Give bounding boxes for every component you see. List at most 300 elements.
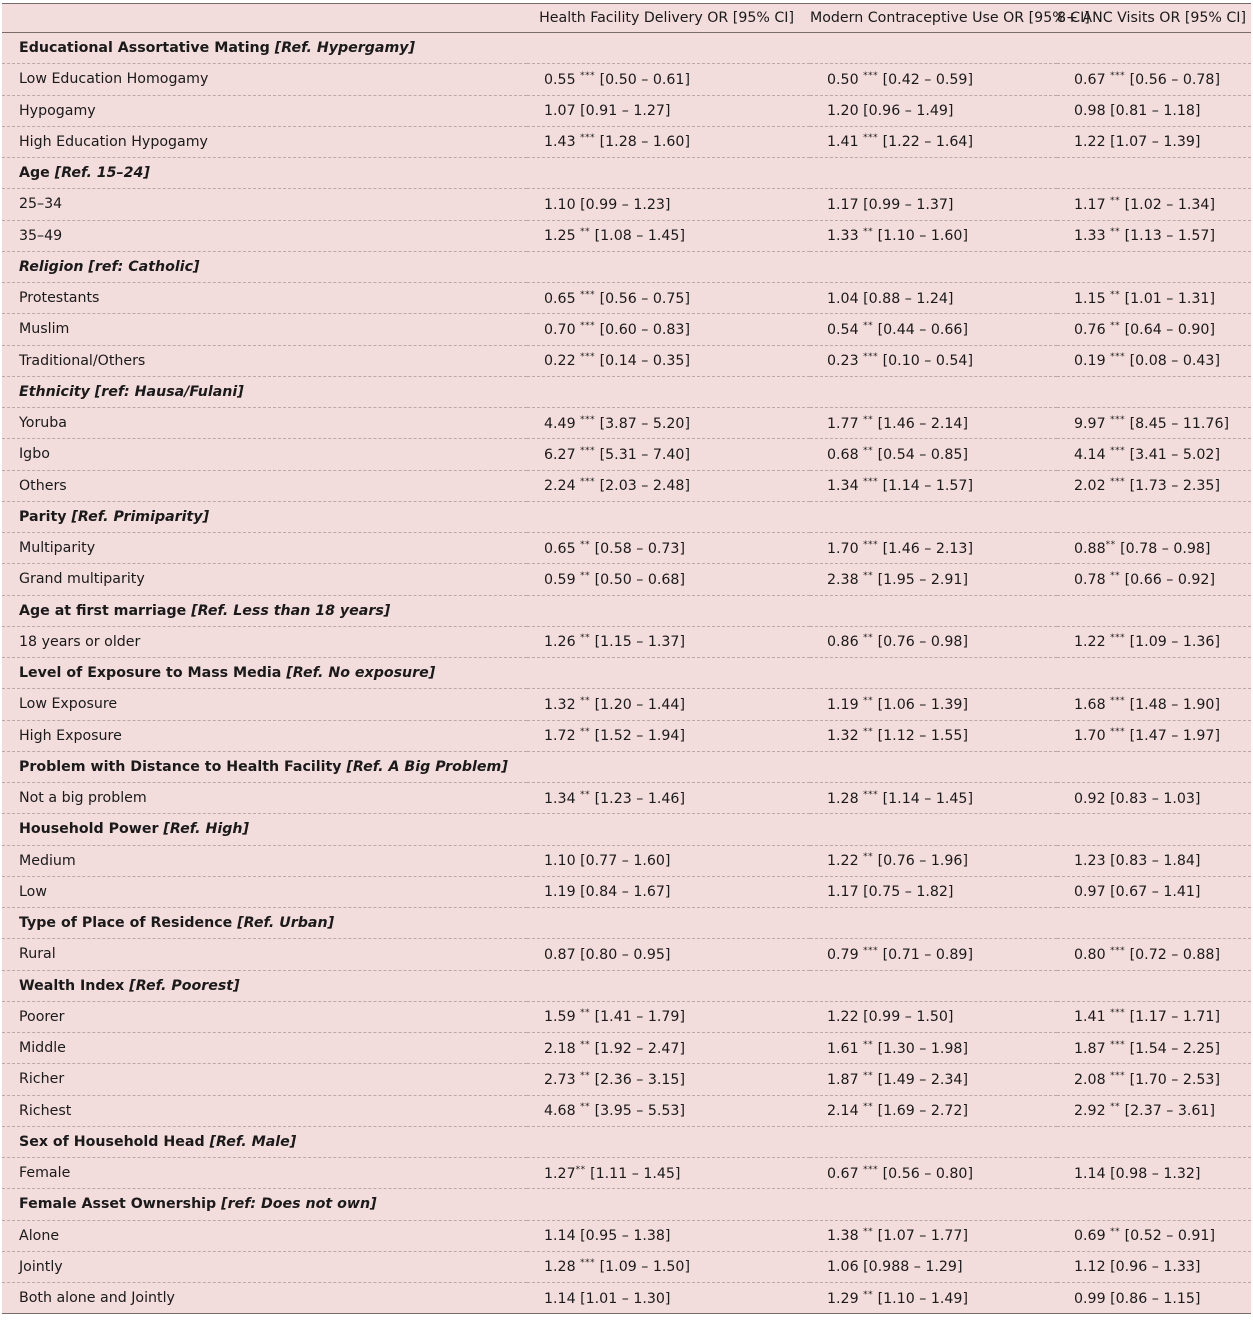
or-ci-cell [1057,439,1251,470]
row-label: Multiparity [2,533,527,564]
or-ci-cell [527,1001,810,1032]
or-ci-cell [1057,1158,1251,1189]
confidence-interval: [0.10 – 0.54] [878,353,973,370]
section-variable-name: Educational Assortative Mating [19,40,270,57]
odds-ratio: 0.65 [544,290,581,307]
odds-ratio: 1.17 [827,196,859,213]
confidence-interval: [1.06 – 1.39] [873,696,968,713]
confidence-interval: [0.56 – 0.80] [878,1165,973,1182]
confidence-interval: [1.11 – 1.45] [585,1165,681,1182]
confidence-interval: [1.30 – 1.98] [873,1040,968,1057]
odds-ratio: 0.70 [544,321,581,338]
or-ci-cell [527,439,810,470]
section-title [2,158,1251,189]
confidence-interval: [0.60 – 0.83] [595,321,690,338]
row-label: Low Education Homogamy [2,64,527,95]
section-header-row [2,33,1251,64]
row-label: 18 years or older [2,626,527,657]
confidence-interval: [3.41 – 5.02] [1125,446,1220,463]
confidence-interval: [8.45 – 11.76] [1125,415,1230,432]
or-ci-cell [810,470,1057,501]
or-ci-cell [810,783,1057,814]
odds-ratio: 1.10 [544,853,576,870]
odds-ratio: 1.22 [1074,634,1111,651]
confidence-interval: [0.77 – 1.60] [580,853,671,870]
significance-stars: *** [863,352,879,363]
odds-ratio: 2.18 [544,1040,581,1057]
section-header-row [2,1189,1251,1220]
or-ci-cell [810,1283,1057,1314]
or-ci-cell [1057,939,1251,970]
row-label: Low [2,876,527,907]
odds-ratio: 0.79 [827,946,864,963]
confidence-interval: [0.56 – 0.78] [1125,71,1220,88]
confidence-interval: [0.58 – 0.73] [590,540,685,557]
confidence-interval: [1.10 – 1.49] [873,1290,968,1307]
confidence-interval: [1.14 – 1.45] [878,790,973,807]
confidence-interval: [0.99 – 1.23] [580,196,671,213]
row-label: Jointly [2,1251,527,1282]
header-anc-visits: 8+ ANC Visits OR [95% CI] [1057,4,1251,33]
confidence-interval: [0.66 – 0.92] [1120,571,1215,588]
significance-stars: *** [1110,477,1126,488]
or-ci-cell [527,1033,810,1064]
section-title [2,595,1251,626]
odds-ratio: 1.22 [1074,134,1106,151]
table-row [2,345,1251,376]
or-ci-cell [527,720,810,751]
table-row [2,533,1251,564]
odds-ratio: 1.33 [1074,228,1111,245]
section-reference-category: [Ref. Urban] [237,915,335,932]
row-label: Poorer [2,1001,527,1032]
odds-ratio: 0.68 [827,446,864,463]
odds-ratio: 0.23 [827,353,864,370]
or-ci-cell [1057,1033,1251,1064]
significance-stars: ** [863,1289,874,1300]
row-label: Female [2,1158,527,1189]
odds-ratio: 1.61 [827,1040,864,1057]
or-ci-cell [527,126,810,157]
section-variable-name: Problem with Distance to Health Facility [19,758,342,775]
significance-stars: ** [863,570,874,581]
section-variable-name: Age [19,165,50,182]
confidence-interval: [0.50 – 0.61] [595,71,690,88]
section-header-row [2,376,1251,407]
section-title [2,1126,1251,1157]
table-row [2,626,1251,657]
or-ci-cell [1057,283,1251,314]
row-label: Both alone and Jointly [2,1283,527,1314]
significance-stars: ** [580,1039,591,1050]
section-header-row [2,814,1251,845]
section-title [2,970,1251,1001]
odds-ratio: 1.17 [827,884,859,901]
confidence-interval: [2.37 – 3.61] [1120,1103,1215,1120]
odds-ratio: 2.24 [544,478,581,495]
or-ci-cell [810,314,1057,345]
confidence-interval: [3.87 – 5.20] [595,415,690,432]
or-ci-cell [810,189,1057,220]
section-variable-name: Sex of Household Head [19,1133,205,1150]
section-title [2,658,1251,689]
or-ci-cell [810,626,1057,657]
odds-ratio: 4.14 [1074,446,1111,463]
confidence-interval: [0.99 – 1.37] [863,196,954,213]
confidence-interval: [1.46 – 2.14] [873,415,968,432]
section-reference-category: [Ref. A Big Problem] [346,758,508,775]
or-ci-cell [527,345,810,376]
significance-stars: *** [863,1164,879,1175]
significance-stars: ** [580,1102,591,1113]
row-label: 35–49 [2,220,527,251]
odds-ratio: 0.67 [827,1165,864,1182]
odds-ratio: 2.92 [1074,1103,1111,1120]
section-variable-name: Type of Place of Residence [19,915,233,932]
table-row [2,720,1251,751]
or-ci-cell [527,626,810,657]
odds-ratio: 1.14 [544,1290,576,1307]
significance-stars: ** [863,1227,874,1238]
odds-ratio: 0.80 [1074,946,1111,963]
odds-ratio: 1.34 [827,478,864,495]
significance-stars: ** [580,1070,591,1081]
odds-ratio: 2.08 [1074,1071,1111,1088]
section-reference-category: [Ref. Poorest] [129,977,240,994]
significance-stars: ** [1110,320,1121,331]
odds-ratio: 0.67 [1074,71,1111,88]
confidence-interval: [0.96 – 1.49] [863,103,954,120]
significance-stars: *** [1110,445,1126,456]
row-label: Not a big problem [2,783,527,814]
significance-stars: *** [1110,1070,1126,1081]
confidence-interval: [0.81 – 1.18] [1110,103,1201,120]
confidence-interval: [1.52 – 1.94] [590,728,685,745]
confidence-interval: [0.88 – 1.24] [863,290,954,307]
confidence-interval: [0.44 – 0.66] [873,321,968,338]
confidence-interval: [1.08 – 1.45] [590,228,685,245]
significance-stars: *** [1110,633,1126,644]
confidence-interval: [0.72 – 0.88] [1125,946,1220,963]
table-row [2,1158,1251,1189]
confidence-interval: [1.07 – 1.77] [873,1228,968,1245]
significance-stars: ** [1110,570,1121,581]
header-health-facility-delivery: Health Facility Delivery OR [95% CI] [527,4,810,33]
odds-ratio: 0.54 [827,321,864,338]
odds-ratio: 0.86 [827,634,864,651]
odds-ratio: 1.41 [827,134,864,151]
or-ci-cell [810,1033,1057,1064]
significance-stars: *** [580,477,596,488]
or-ci-cell [810,876,1057,907]
confidence-interval: [1.28 – 1.60] [595,134,690,151]
row-label: 25–34 [2,189,527,220]
or-ci-cell [527,845,810,876]
significance-stars: ** [580,1008,591,1019]
or-ci-cell [810,1158,1057,1189]
significance-stars: *** [863,945,879,956]
confidence-interval: [1.09 – 1.36] [1125,634,1220,651]
or-ci-cell [1057,314,1251,345]
odds-ratio: 2.02 [1074,478,1111,495]
confidence-interval: [0.91 – 1.27] [580,103,671,120]
significance-stars: ** [580,789,591,800]
confidence-interval: [0.988 – 1.29] [863,1259,963,1276]
confidence-interval: [1.47 – 1.97] [1125,728,1220,745]
odds-ratio: 1.72 [544,728,581,745]
confidence-interval: [1.07 – 1.39] [1110,134,1201,151]
row-label: Low Exposure [2,689,527,720]
confidence-interval: [0.75 – 1.82] [863,884,954,901]
odds-ratio: 1.27 [544,1165,576,1182]
odds-ratio: 6.27 [544,446,581,463]
confidence-interval: [1.48 – 1.90] [1125,696,1220,713]
table-row [2,939,1251,970]
odds-ratio: 1.17 [1074,196,1111,213]
or-ci-cell [1057,1283,1251,1314]
section-reference-category: [Ref. Less than 18 years] [191,602,391,619]
row-label: Yoruba [2,408,527,439]
significance-stars: *** [863,477,879,488]
section-reference-category: [Ref. 15–24] [54,165,150,182]
significance-stars: *** [580,445,596,456]
section-header-row [2,751,1251,782]
significance-stars: *** [1110,1039,1126,1050]
or-ci-cell [810,564,1057,595]
odds-ratio: 0.50 [827,71,864,88]
odds-ratio: 1.15 [1074,290,1111,307]
row-label: Richer [2,1064,527,1095]
row-label: Rural [2,939,527,970]
odds-ratio: 0.92 [1074,790,1106,807]
or-ci-cell [810,1251,1057,1282]
section-title [2,1189,1251,1220]
significance-stars: ** [863,695,874,706]
odds-ratio: 0.97 [1074,884,1106,901]
or-ci-cell [527,220,810,251]
confidence-interval: [3.95 – 5.53] [590,1103,685,1120]
row-label: Protestants [2,283,527,314]
odds-ratio: 1.19 [544,884,576,901]
odds-ratio: 0.69 [1074,1228,1111,1245]
confidence-interval: [0.76 – 0.98] [873,634,968,651]
significance-stars: *** [863,70,879,81]
significance-stars: *** [580,70,596,81]
confidence-interval: [0.76 – 1.96] [873,853,968,870]
confidence-interval: [0.52 – 0.91] [1120,1228,1215,1245]
table-body [2,33,1251,1314]
section-header-row [2,970,1251,1001]
table-row [2,1220,1251,1251]
odds-ratio: 0.87 [544,946,576,963]
table-row [2,783,1251,814]
or-ci-cell [810,408,1057,439]
table-row [2,283,1251,314]
odds-ratio: 0.78 [1074,571,1111,588]
or-ci-cell [1057,1001,1251,1032]
odds-ratio: 0.55 [544,71,581,88]
odds-ratio: 1.77 [827,415,864,432]
table-row [2,126,1251,157]
table-row [2,314,1251,345]
odds-ratio: 1.33 [827,228,864,245]
table-row [2,1251,1251,1282]
significance-stars: *** [580,320,596,331]
significance-stars: *** [1110,414,1126,425]
section-header-row [2,595,1251,626]
section-reference-category: [Ref. No exposure] [286,665,436,682]
odds-ratio: 4.68 [544,1103,581,1120]
significance-stars: ** [580,727,591,738]
or-ci-cell [810,845,1057,876]
table-row [2,1283,1251,1314]
odds-ratio: 0.59 [544,571,581,588]
significance-stars: *** [1110,70,1126,81]
or-ci-cell [1057,783,1251,814]
significance-stars: *** [1110,945,1126,956]
significance-stars: *** [863,789,879,800]
table-row [2,876,1251,907]
or-ci-cell [1057,1064,1251,1095]
or-ci-cell [810,283,1057,314]
table-row [2,1095,1251,1126]
section-reference-category: [Ref. Primiparity] [71,508,210,525]
confidence-interval: [1.73 – 2.35] [1125,478,1220,495]
confidence-interval: [0.98 – 1.32] [1110,1165,1201,1182]
odds-ratio: 1.25 [544,228,581,245]
table-row [2,220,1251,251]
or-ci-cell [1057,126,1251,157]
or-ci-cell [810,95,1057,126]
or-ci-cell [810,720,1057,751]
odds-ratio: 1.14 [544,1228,576,1245]
odds-ratio: 1.28 [827,790,864,807]
odds-ratio: 1.10 [544,196,576,213]
odds-ratio: 0.99 [1074,1290,1106,1307]
section-header-row [2,1126,1251,1157]
confidence-interval: [1.14 – 1.57] [878,478,973,495]
confidence-interval: [1.09 – 1.50] [595,1259,690,1276]
odds-ratio: 1.87 [1074,1040,1111,1057]
odds-ratio: 1.43 [544,134,581,151]
or-ci-cell [527,783,810,814]
confidence-interval: [0.42 – 0.59] [878,71,973,88]
or-ci-cell [1057,1095,1251,1126]
or-ci-cell [527,314,810,345]
significance-stars: *** [1110,352,1126,363]
section-variable-name: Female Asset Ownership [19,1196,217,1213]
or-ci-cell [810,1064,1057,1095]
significance-stars: *** [1110,695,1126,706]
table-row [2,470,1251,501]
significance-stars: ** [863,852,874,863]
significance-stars: ** [863,1039,874,1050]
or-ci-cell [527,470,810,501]
confidence-interval: [0.84 – 1.67] [580,884,671,901]
section-reference-category: [Ref. Male] [209,1133,297,1150]
header-modern-contraceptive-use: Modern Contraceptive Use OR [95% CI] [810,4,1057,33]
table-row [2,408,1251,439]
section-variable-name: Household Power [19,821,159,838]
or-ci-cell [527,95,810,126]
odds-ratio: 1.06 [827,1259,859,1276]
row-label: Muslim [2,314,527,345]
section-title [2,908,1251,939]
or-ci-cell [527,189,810,220]
or-ci-cell [527,533,810,564]
table-row [2,564,1251,595]
or-ci-cell [1057,845,1251,876]
or-ci-cell [810,64,1057,95]
odds-ratio: 1.12 [1074,1259,1106,1276]
significance-stars: ** [863,1070,874,1081]
confidence-interval: [0.71 – 0.89] [878,946,973,963]
odds-ratio: 2.38 [827,571,864,588]
section-header-row [2,658,1251,689]
odds-ratio: 1.32 [827,728,864,745]
or-ci-cell [527,1283,810,1314]
confidence-interval: [0.86 – 1.15] [1110,1290,1201,1307]
or-ci-cell [1057,626,1251,657]
or-ci-cell [527,1158,810,1189]
odds-ratio: 1.70 [1074,728,1111,745]
confidence-interval: [1.13 – 1.57] [1120,228,1215,245]
significance-stars: ** [580,539,591,550]
row-label: Richest [2,1095,527,1126]
odds-ratio: 4.49 [544,415,581,432]
or-ci-cell [1057,220,1251,251]
or-ci-cell [527,64,810,95]
confidence-interval: [1.22 – 1.64] [878,134,973,151]
or-ci-cell [1057,1251,1251,1282]
section-title [2,376,1251,407]
odds-ratio: 1.70 [827,540,864,557]
confidence-interval: [0.50 – 0.68] [590,571,685,588]
odds-ratio: 1.20 [827,103,859,120]
table-row [2,64,1251,95]
confidence-interval: [1.41 – 1.79] [590,1009,685,1026]
row-label: Others [2,470,527,501]
table-row [2,1001,1251,1032]
row-label: Igbo [2,439,527,470]
or-ci-cell [810,439,1057,470]
odds-ratio: 2.14 [827,1103,864,1120]
or-ci-cell [1057,533,1251,564]
odds-ratio: 0.22 [544,353,581,370]
odds-ratio: 1.23 [1074,853,1106,870]
or-ci-cell [810,1001,1057,1032]
or-ci-cell [810,533,1057,564]
significance-stars: ** [580,695,591,706]
or-ci-cell [810,689,1057,720]
or-ci-cell [527,408,810,439]
odds-ratio: 1.32 [544,696,581,713]
significance-stars: ** [580,570,591,581]
row-label: Grand multiparity [2,564,527,595]
section-reference-category: [Ref. High] [163,821,249,838]
odds-ratio: 1.14 [1074,1165,1106,1182]
or-ci-cell [1057,95,1251,126]
confidence-interval: [1.95 – 2.91] [873,571,968,588]
significance-stars: ** [580,633,591,644]
confidence-interval: [0.80 – 0.95] [580,946,671,963]
section-title [2,751,1251,782]
significance-stars: *** [580,352,596,363]
confidence-interval: [1.69 – 2.72] [873,1103,968,1120]
or-ci-cell [1057,189,1251,220]
significance-stars: ** [863,727,874,738]
odds-ratio: 1.26 [544,634,581,651]
